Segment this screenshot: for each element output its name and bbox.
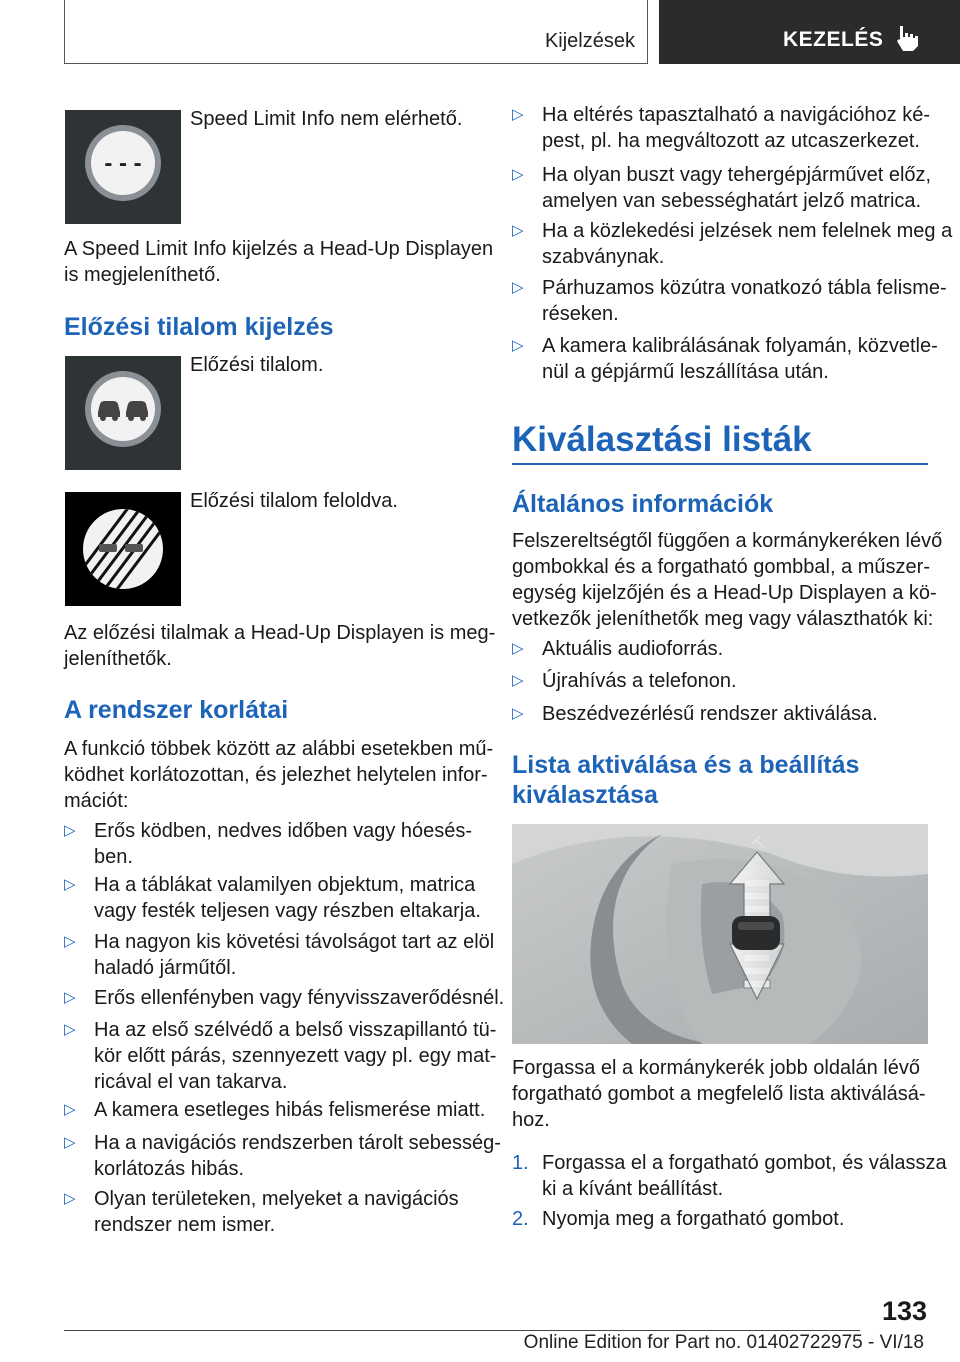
page-number: 133 (881, 1296, 927, 1326)
activate-heading-2: kiválasztása (512, 781, 658, 809)
activate-heading-1: Lista aktiválása és a beállítás (512, 751, 860, 779)
list-item: ▷ Aktuális audioforrás. (512, 638, 724, 660)
speed-para-1: A Speed Limit Info kijelzés a Head-Up Displayen (64, 238, 494, 260)
footer-rule (64, 1330, 860, 1331)
general-para-2: gombokkal és a forgatható gombbal, a műszer- (512, 556, 930, 578)
list-item: ▷ Párhuzamos közútra vonatkozó tábla felisme- réseken. (512, 277, 947, 325)
list-item: ▷ Erős ködben, nedves időben vagy hóesés- ben. (64, 820, 473, 868)
limits-para-1: A funkció többek között az alábbi esetekben mű- (64, 738, 494, 760)
general-heading: Általános információk (512, 490, 774, 518)
speed-sign-dashes: - - - (104, 150, 142, 177)
overtake-lifted-caption: Előzési tilalom feloldva. (190, 490, 398, 512)
list-item: ▷ Beszédvezérlésű rendszer aktiválása. (512, 703, 878, 725)
wheel-para-2: forgatható gombot a megfelelő lista aktiválásá- (512, 1083, 926, 1105)
overtaking-lifted-sign (65, 492, 181, 606)
steering-wheel-thumbwheel-image (512, 824, 928, 1044)
list-item: ▷ A kamera kalibrálásának folyamán, közvetle- nül a gépjármű leszállítása után. (512, 335, 938, 383)
list-item: ▷ Ha a táblákat valamilyen objektum, matrica vagy festék teljesen vagy részben eltakarja. (64, 874, 481, 922)
lists-heading: Kiválasztási listák (512, 420, 812, 459)
overtake-caption: Előzési tilalom. (190, 354, 324, 376)
wheel-para-1: Forgassa el a kormánykerék jobb oldalán lévő (512, 1057, 920, 1079)
speed-para-2: is megjeleníthető. (64, 264, 221, 286)
limits-heading: A rendszer korlátai (64, 696, 289, 724)
limits-para-2: ködhet korlátozottan, és jelezhet helytelen infor- (64, 764, 488, 786)
list-item: ▷ Ha nagyon kis követési távolságot tart az elöl haladó járműtől. (64, 931, 495, 979)
speed-limit-unavailable-sign (65, 110, 181, 224)
speed-caption: Speed Limit Info nem elérhető. (190, 108, 463, 130)
list-item: ▷ Ha olyan buszt vagy tehergépjárművet előz, amelyen van sebességhatárt jelző matrica. (512, 164, 932, 212)
header-section-title: Kijelzések (544, 30, 635, 52)
hand-pointer-icon (894, 24, 920, 52)
list-item: ▷ Ha eltérés tapasztalható a navigációhoz ké- pest, pl. ha megváltozott az utcaszerkezet. (512, 104, 931, 152)
general-para-4: vetkezők jeleníthetők meg vagy választhatók ki: (512, 608, 934, 630)
list-item: ▷ Ha a közlekedési jelzések nem felelnek meg a szabványnak. (512, 220, 953, 268)
general-para-1: Felszereltségtől függően a kormánykeréken lévő (512, 530, 943, 552)
footer-edition: Online Edition for Part no. 01402722975 - VI/18 (523, 1332, 924, 1353)
list-item: ▷ A kamera esetleges hibás felismerése miatt. (64, 1099, 486, 1121)
no-overtaking-sign (65, 356, 181, 470)
list-item: ▷ Ha az első szélvédő a belső visszapillantó tü- kör előtt párás, szennyezett vagy pl. egy mat- ricával el van takarva. (64, 1019, 497, 1093)
step-item: 2. Nyomja meg a forgatható gombot. (512, 1208, 845, 1230)
general-para-3: egység kijelzőjén és a Head-Up Displayen a kö- (512, 582, 937, 604)
overtake-heading: Előzési tilalom kijelzés (64, 313, 334, 341)
heading-rule (512, 463, 928, 465)
list-item: ▷ Ha a navigációs rendszerben tárolt sebesség- korlátozás hibás. (64, 1132, 501, 1180)
overtake-para-2: jeleníthetők. (64, 648, 172, 670)
overtake-para-1: Az előzési tilalmak a Head-Up Displayen is meg- (64, 622, 496, 644)
step-item: 1. Forgassa el a forgatható gombot, és válassza ki a kívánt beállítást. (512, 1152, 947, 1200)
list-item: ▷ Újrahívás a telefonon. (512, 670, 737, 692)
list-item: ▷ Olyan területeken, melyeket a navigációs rendszer nem ismer. (64, 1188, 459, 1236)
wheel-para-3: hoz. (512, 1109, 550, 1131)
header-chapter-title: KEZELÉS (783, 28, 884, 51)
limits-para-3: mációt: (64, 790, 129, 812)
list-item: ▷ Erős ellenfényben vagy fényvisszaverődésnél. (64, 987, 505, 1009)
